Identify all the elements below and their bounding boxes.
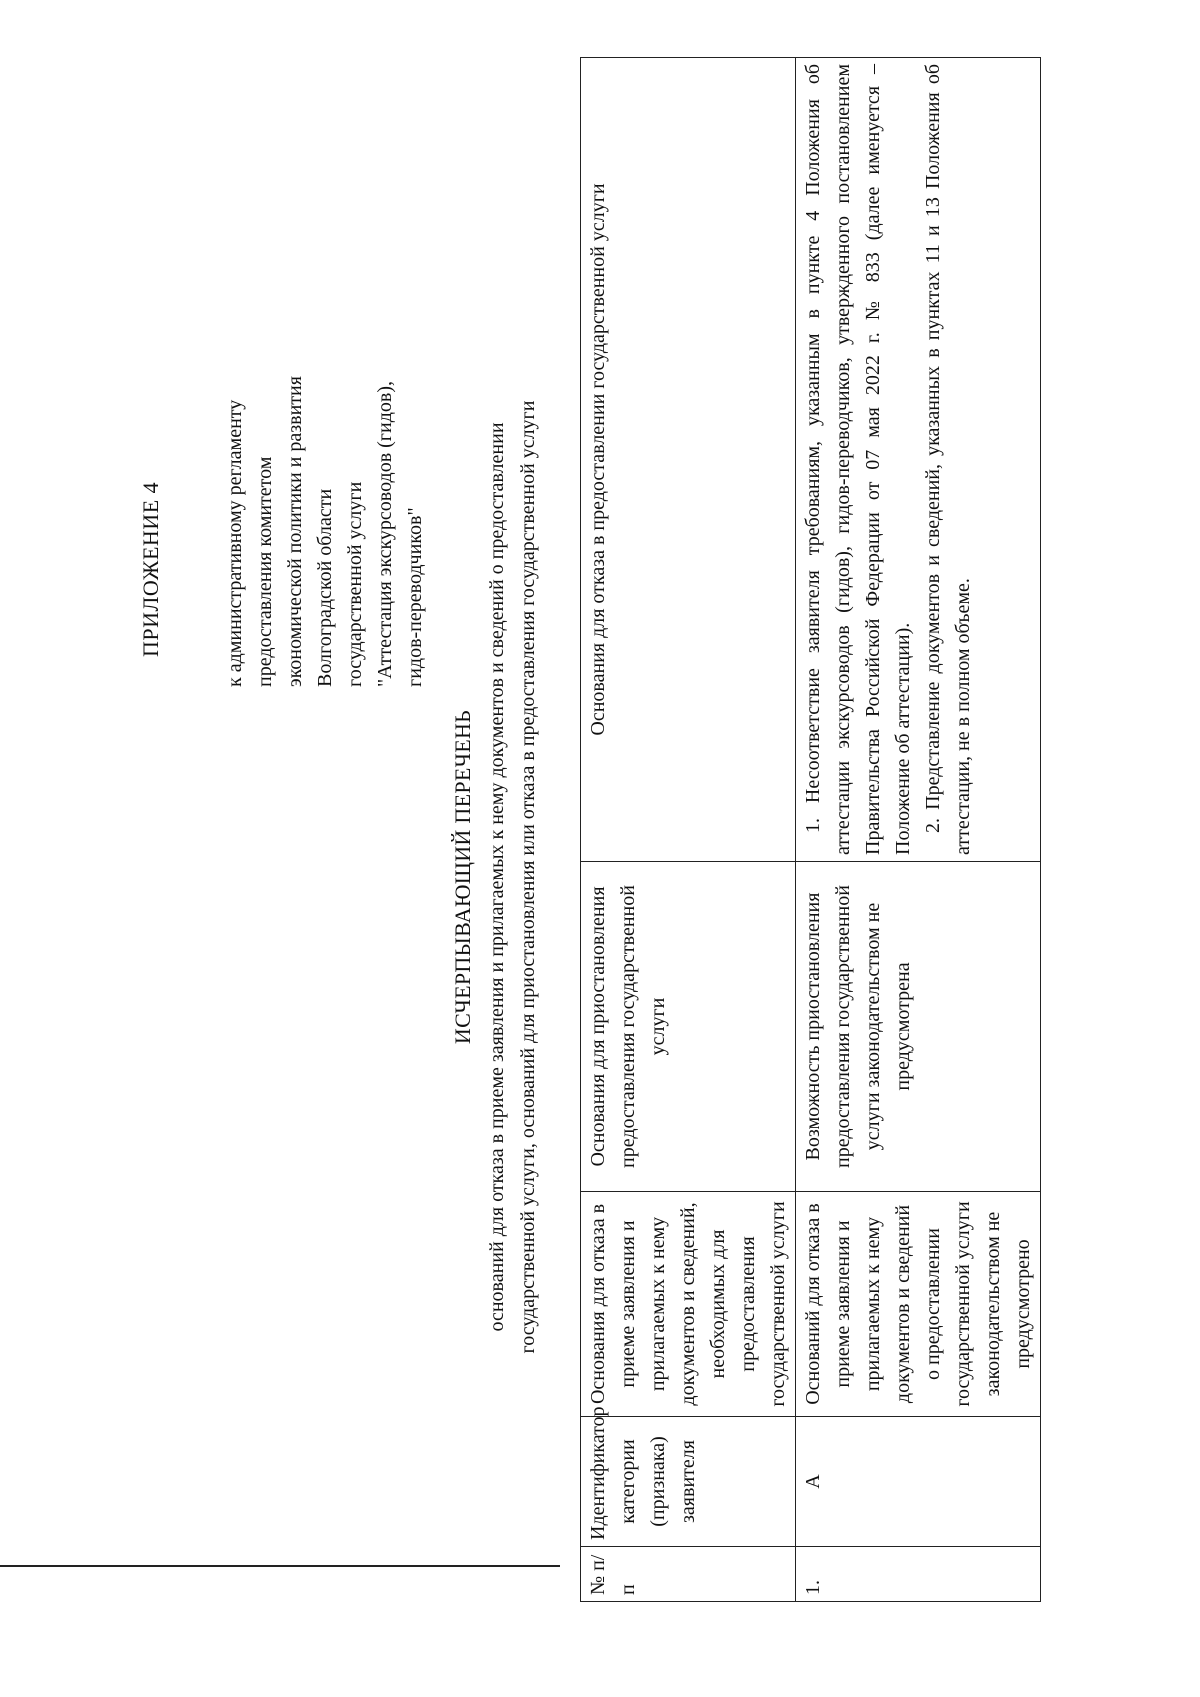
cell-refusal-reception: Оснований для отказа в приеме заявления и прилагаемых к нему документов и сведений о предоставлении государственной услуги законодательством не предусмотрено bbox=[796, 1192, 1041, 1417]
header-suspension: Основания для приостановления предоставления государственной услуги bbox=[581, 862, 796, 1192]
cell-refusal-service bbox=[796, 58, 1041, 862]
refusal-paragraph: 2. Представление документов и сведений, указанных в пунктах 11 и 13 Положения об аттестации, не в полном объеме. bbox=[922, 64, 974, 855]
regulation-line: Волгоградской области bbox=[314, 488, 336, 687]
header-refusal-reception: Основания для отказа в приеме заявления и прилагаемых к нему документов и сведений, необходимых для предоставления государственной услуги bbox=[581, 1192, 796, 1417]
regulation-line: предоставления комитетом bbox=[254, 456, 276, 687]
regulation-line: "Аттестация экскурсоводов (гидов), bbox=[374, 381, 396, 687]
cell-category: А bbox=[796, 1417, 1041, 1547]
subtitle-line: оснований для отказа в приеме заявления и прилагаемых к нему документов и сведений о предоставлении bbox=[486, 422, 508, 1332]
regulation-line: гидов-переводчиков" bbox=[404, 507, 426, 687]
refusal-paragraph: 1. Несоответствие заявителя требованиям, указанным в пункте 4 Положения об аттестации экскурсоводов (гидов), гидов-переводчиков, утвержденного постановлением Правительства Российской Федерации от 07 мая 2022 г. № 833 (далее именуется – Положение об аттестации). bbox=[802, 64, 914, 855]
cell-number: 1. bbox=[796, 1547, 1041, 1602]
header-number: № п/п bbox=[581, 1547, 796, 1602]
regulation-line: экономической политики и развития bbox=[284, 376, 306, 687]
document-title: ИСЧЕРПЫВАЮЩИЙ ПЕРЕЧЕНЬ bbox=[450, 709, 475, 1045]
appendix-heading: ПРИЛОЖЕНИЕ 4 bbox=[138, 481, 163, 657]
rotated-document bbox=[20, 57, 1180, 1697]
scan-edge-divider bbox=[0, 1565, 560, 1567]
document-subtitle bbox=[482, 57, 544, 1697]
table-header-row bbox=[581, 58, 796, 1602]
regulation-line: к административному регламенту bbox=[224, 399, 246, 687]
subtitle-line: государственной услуги, оснований для приостановления или отказа в предоставления государственной услуги bbox=[517, 400, 539, 1354]
grounds-table bbox=[580, 57, 1041, 1602]
cell-suspension: Возможность приостановления предоставления государственной услуги законодательством не предусмотрена bbox=[796, 862, 1041, 1192]
header-category: Идентификатор категории (признака) заявителя bbox=[581, 1417, 796, 1547]
header-refusal-service: Основания для отказа в предоставлении государственной услуги bbox=[581, 58, 796, 862]
table-row bbox=[796, 58, 1041, 1602]
regulation-reference bbox=[220, 127, 430, 687]
regulation-line: государственной услуги bbox=[344, 481, 366, 687]
